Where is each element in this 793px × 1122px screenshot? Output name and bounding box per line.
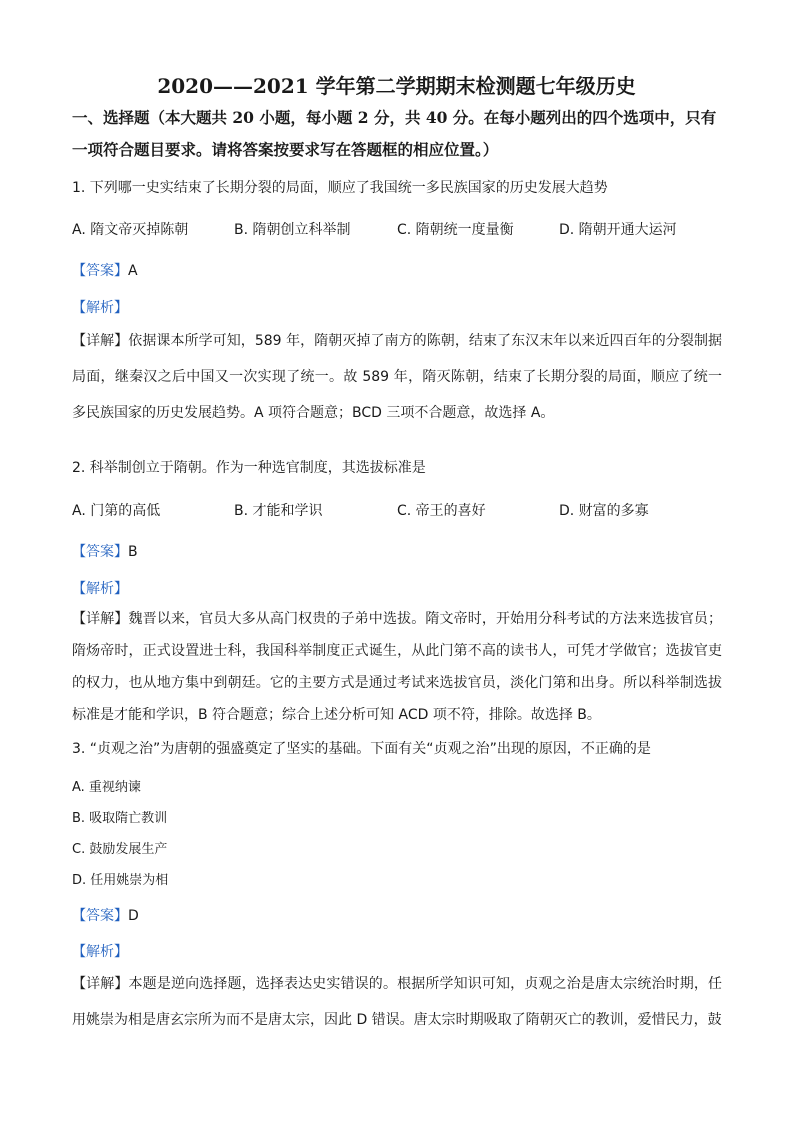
question-2-option-b: B. 才能和学识 — [234, 503, 323, 519]
question-3-answer — [72, 905, 139, 925]
question-2-detail — [72, 603, 722, 731]
question-1-analysis-label — [72, 297, 128, 317]
answer-value: D — [128, 908, 139, 924]
question-1-answer — [72, 260, 138, 280]
question-3-detail — [72, 966, 722, 1038]
question-2-option-d: D. 财富的多寡 — [559, 503, 649, 519]
section-heading: 一、选择题（本大题共 20 小题，每小题 2 分，共 40 分。在每小题列出的四个选项中，只有一项符合题目要求。请将答案按要求写在答题框的相应位置。） — [72, 108, 717, 159]
question-3-option-d: D. 任用姚崇为相 — [72, 873, 169, 888]
question-2-stem: 2. 科举制创立于隋朝。作为一种选官制度，其选拔标准是 — [72, 460, 426, 476]
question-1-option-a: A. 隋文帝灭掉陈朝 — [72, 222, 189, 238]
question-2-analysis-label — [72, 578, 128, 598]
question-1-stem: 1. 下列哪一史实结束了长期分裂的局面，顺应了我国统一多民族国家的历史发展大趋势 — [72, 180, 608, 196]
question-1-option-d: D. 隋朝开通大运河 — [559, 222, 677, 238]
question-1-detail — [72, 323, 722, 431]
answer-label: 【答案】 — [72, 263, 128, 279]
answer-label: 【答案】 — [72, 544, 128, 560]
answer-value: A — [128, 263, 138, 279]
question-1-option-b: B. 隋朝创立科举制 — [234, 222, 351, 238]
analysis-label: 【解析】 — [72, 944, 128, 960]
detail-text: 依据课本所学可知，589 年，隋朝灭掉了南方的陈朝，结束了东汉末年以来近四百年的分裂制据局面，继秦汉之后中国又一次实现了统一。故 589 年，隋灭陈朝，结束了长期分裂的局面，顺应了统一多民族国家的历史发展趋势。A 项符合题意；BCD 三项不合题意，故选择 A。 — [72, 333, 723, 421]
answer-value: B — [128, 544, 138, 560]
detail-label: 【详解】 — [72, 333, 129, 349]
question-3-option-b: B. 吸取隋亡教训 — [72, 811, 168, 826]
analysis-label: 【解析】 — [72, 300, 128, 316]
question-3-stem: 3. “贞观之治”为唐朝的强盛奠定了坚实的基础。下面有关“贞观之治”出现的原因，不正确的是 — [72, 741, 651, 757]
detail-text: 本题是逆向选择题，选择表达史实错误的。根据所学知识可知，贞观之治是唐太宗统治时期，任用姚崇为相是唐玄宗所为而不是唐太宗，因此 D 错误。唐太宗时期吸取了隋朝灭亡的教训，爱惜民力，鼓 — [72, 976, 723, 1028]
question-1-option-c: C. 隋朝统一度量衡 — [397, 222, 514, 238]
question-3-option-a: A. 重视纳谏 — [72, 780, 141, 795]
question-2-option-c: C. 帝王的喜好 — [397, 503, 486, 519]
question-3-analysis-label — [72, 941, 128, 961]
answer-label: 【答案】 — [72, 908, 128, 924]
question-3-option-c: C. 鼓励发展生产 — [72, 842, 168, 857]
page-title: 2020——2021 学年第二学期期末检测题七年级历史 — [157, 74, 636, 98]
detail-label: 【详解】 — [72, 976, 129, 992]
question-2-option-a: A. 门第的高低 — [72, 503, 161, 519]
detail-text: 魏晋以来，官员大多从高门权贵的子弟中选拔。隋文帝时，开始用分科考试的方法来选拔官员；隋炀帝时，正式设置进士科，我国科举制度正式诞生，从此门第不高的读书人，可凭才学做官；选拔官吏的权力，也从地方集中到朝廷。它的主要方式是通过考试来选拔官员，淡化门第和出身。所以科举制选拔标准是才能和学识，B 符合题意；综合上述分析可知 ACD 项不符，排除。故选择 B。 — [72, 611, 723, 723]
analysis-label: 【解析】 — [72, 581, 128, 597]
question-2-answer — [72, 541, 138, 561]
detail-label: 【详解】 — [72, 611, 129, 627]
